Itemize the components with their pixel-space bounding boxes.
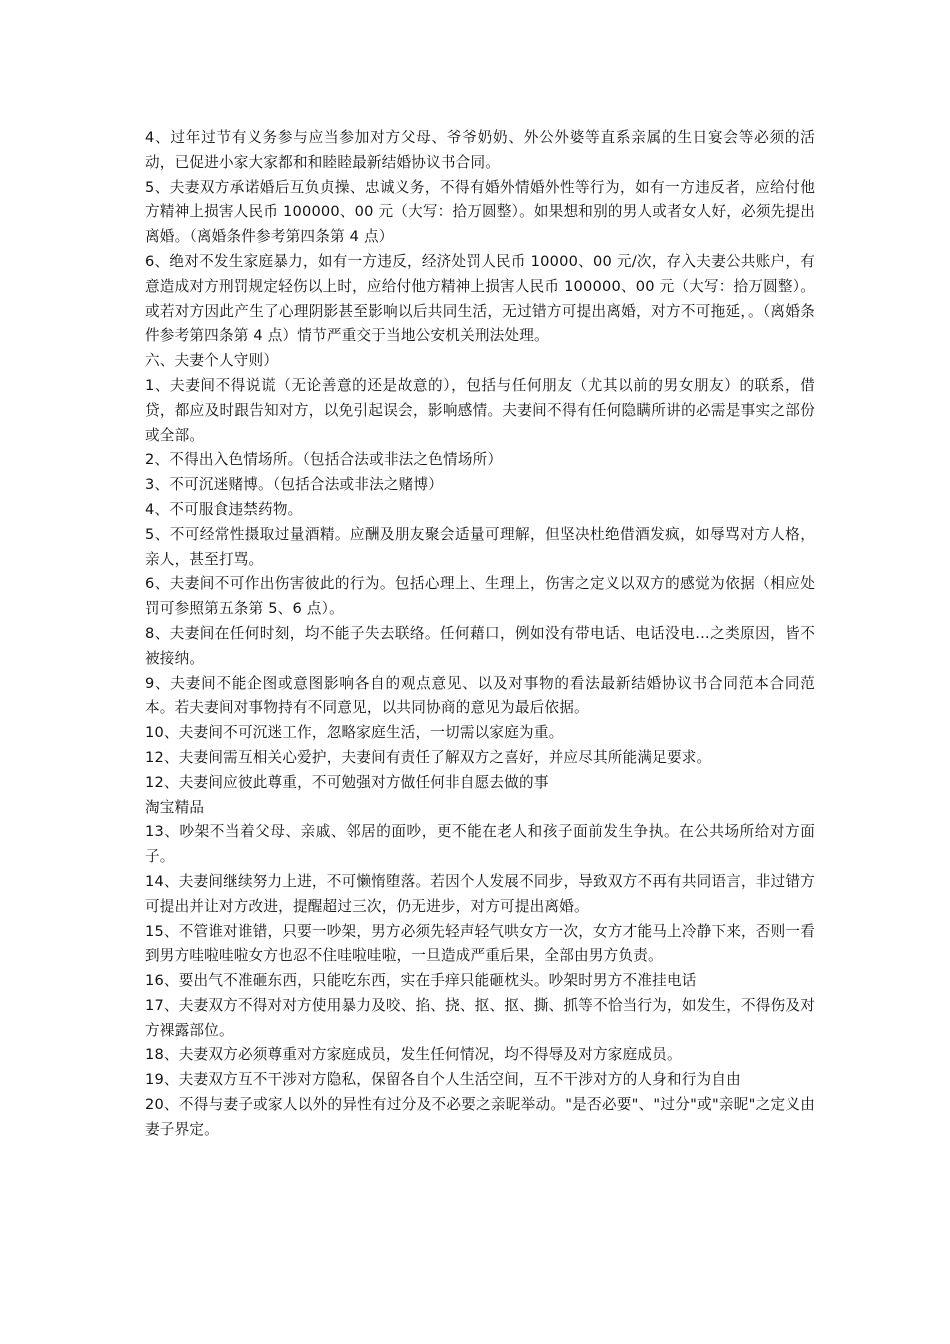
paragraph-rule-5-fidelity: 5、夫妻双方承诺婚后互负贞操、忠诚义务，不得有婚外情婚外性等行为，如有一方违反者，应给付他方精神上损害人民币 100000、00 元（大写：拾万圆整）。如果想和别的男人或者女人好，必须先提出离婚。（离婚条件参考第四条第 4 点） bbox=[145, 178, 816, 246]
paragraph-personal-1: 1、夫妻间不得说谎（无论善意的还是故意的），包括与任何朋友（尤其以前的男女朋友）的联系，借贷，都应及时跟告知对方，以免引起误会，影响感情。夫妻间不得有任何隐瞒所讲的必需是事实之部份或全部。 bbox=[145, 376, 815, 444]
paragraph-personal-8: 8、夫妻间在任何时刻，均不能子失去联络。任何藉口，例如没有带电话、电话没电…之类原因，皆不被接纳。 bbox=[145, 624, 815, 667]
paragraph-personal-14: 14、夫妻间继续努力上进，不可懒惰堕落。若因个人发展不同步，导致双方不再有共同语言，非过错方可提出并让对方改进，提醒超过三次，仍无进步，对方可提出离婚。 bbox=[145, 872, 815, 915]
document-page bbox=[145, 126, 815, 1143]
paragraph-personal-15: 15、不管谁对谁错，只要一吵架，男方必须先轻声轻气哄女方一次，女方才能马上冷静下来，否则一看到男方哇啦哇啦女方也忍不住哇啦哇啦，一旦造成严重后果，全部由男方负责。 bbox=[145, 922, 815, 965]
paragraph-personal-2: 2、不得出入色情场所。（包括合法或非法之色情场所） bbox=[145, 451, 503, 469]
paragraph-personal-16: 16、要出气不准砸东西，只能吃东西，实在手痒只能砸枕头。吵架时男方不准挂电话 bbox=[145, 972, 697, 990]
paragraph-personal-17: 17、夫妻双方不得对对方使用暴力及咬、掐、挠、抠、抠、撕、抓等不恰当行为，如发生，不得伤及对方裸露部位。 bbox=[145, 996, 815, 1039]
paragraph-rule-4-holidays: 4、过年过节有义务参与应当参加对方父母、爷爷奶奶、外公外婆等直系亲属的生日宴会等必须的活动，已促进小家大家都和和睦睦最新结婚协议书合同。 bbox=[145, 129, 815, 171]
paragraph-personal-3: 3、不可沉迷赌博。（包括合法或非法之赌博） bbox=[145, 476, 444, 494]
paragraph-personal-12a: 12、夫妻间需互相关心爱护，夫妻间有责任了解双方之喜好，并应尽其所能满足要求。 bbox=[145, 748, 712, 766]
paragraph-personal-5: 5、不可经常性摄取过量酒精。应酬及朋友聚会适量可理解，但坚决杜绝借酒发疯，如辱骂对方人格，亲人，甚至打骂。 bbox=[145, 525, 815, 568]
paragraph-personal-19: 19、夫妻双方互不干涉对方隐私，保留各自个人生活空间，互不干涉对方的人身和行为自由 bbox=[145, 1071, 741, 1089]
paragraph-personal-4: 4、不可服食违禁药物。 bbox=[145, 500, 303, 518]
section-heading-personal-rules: 六、夫妻个人守则） bbox=[145, 352, 279, 370]
paragraph-personal-12b: 12、夫妻间应彼此尊重，不可勉强对方做任何非自愿去做的事 bbox=[145, 773, 549, 791]
paragraph-personal-18: 18、夫妻双方必须尊重对方家庭成员，发生任何情况，均不得辱及对方家庭成员。 bbox=[145, 1046, 682, 1064]
paragraph-personal-20: 20、不得与妻子或家人以外的异性有过分及不必要之亲昵举动。"是否必要"、"过分"或"亲昵"之定义由妻子界定。 bbox=[145, 1096, 815, 1138]
paragraph-personal-13: 13、吵架不当着父母、亲戚、邻居的面吵，更不能在老人和孩子面前发生争执。在公共场所给对方面子。 bbox=[145, 823, 815, 866]
paragraph-taobao-note: 淘宝精品 bbox=[145, 798, 205, 816]
paragraph-personal-9: 9、夫妻间不能企图或意图影响各自的观点意见、以及对事物的看法最新结婚协议书合同范本合同范本。若夫妻间对事物持有不同意见，以共同协商的意见为最后依据。 bbox=[145, 674, 815, 717]
paragraph-personal-6: 6、夫妻间不可作出伤害彼此的行为。包括心理上、生理上，伤害之定义以双方的感觉为依据（相应处罚可参照第五条第 5、6 点）。 bbox=[145, 575, 815, 618]
paragraph-rule-6-no-violence: 6、绝对不发生家庭暴力，如有一方违反，经济处罚人民币 10000、00 元/次，存入夫妻公共账户，有意造成对方刑罚规定轻伤以上时，应给付他方精神上损害人民币 100000、00 元（大写：拾万圆整）。或若对方因此产生了心理阴影甚至影响以后共同生活，无过错方可提出离婚，对方不可拖延，。（离婚条件参考第四条第 4 点）情节严重交于当地公安机关刑法处理。 bbox=[145, 252, 816, 345]
paragraph-personal-10: 10、夫妻间不可沉迷工作，忽略家庭生活，一切需以家庭为重。 bbox=[145, 724, 564, 742]
